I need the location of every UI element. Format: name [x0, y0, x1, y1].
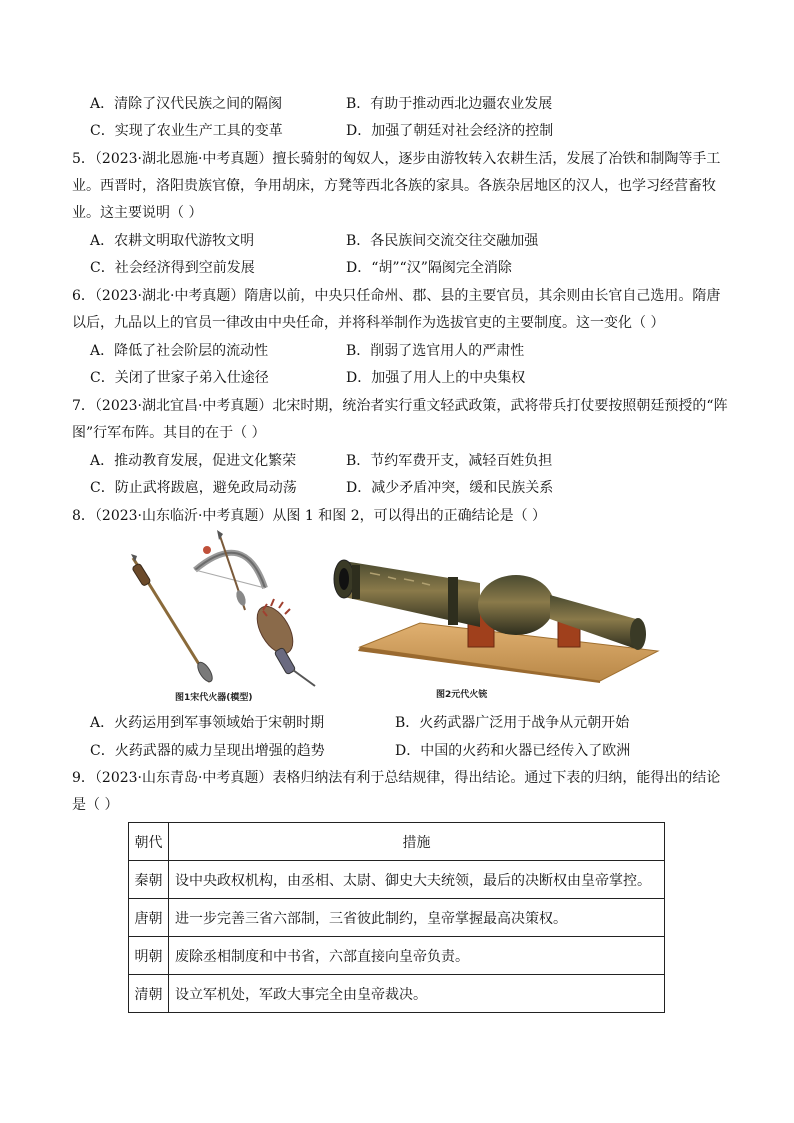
fire-arrow-icon — [131, 554, 215, 684]
q5-option-a[interactable]: A．农耕文明取代游牧文明 — [90, 233, 255, 249]
q6-option-b[interactable]: B．削弱了选官用人的严肃性 — [346, 343, 525, 359]
table-header-row — [129, 823, 665, 861]
q5-option-b[interactable]: B．各民族间交流交往交融加强 — [346, 233, 539, 249]
figure-2-caption: 图2元代火铳 — [436, 690, 488, 700]
table-cell-dynasty: 明朝 — [129, 937, 169, 975]
table-cell-measure: 进一步完善三省六部制，三省彼此制约，皇帝掌握最高决策权。 — [169, 899, 665, 937]
table-cell-dynasty: 唐朝 — [129, 899, 169, 937]
table-row — [129, 899, 665, 937]
figure-2-yuan-cannon — [330, 535, 660, 683]
q8-option-d[interactable]: D．中国的火药和火器已经传入了欧洲 — [395, 743, 631, 759]
q9-stem-line-1: 9．（2023·山东青岛·中考真题）表格归纳法有利于总结规律，得出结论。通过下表的归纳，能得出的结论 — [72, 770, 721, 786]
dynasty-measures-table — [128, 822, 665, 1013]
table-cell-measure: 设立军机处，军政大事完全由皇帝裁决。 — [169, 975, 665, 1013]
table-row — [129, 937, 665, 975]
q7-option-d[interactable]: D．减少矛盾冲突，缓和民族关系 — [346, 480, 554, 496]
figure-1-song-firearms — [125, 530, 320, 688]
q9-stem-line-2: 是（ ） — [72, 797, 119, 813]
q7-option-a[interactable]: A．推动教育发展，促进文化繁荣 — [90, 453, 297, 469]
q4-option-c[interactable]: C．实现了农业生产工具的变革 — [90, 123, 283, 139]
q7-option-b[interactable]: B．节约军费开支，减轻百姓负担 — [346, 453, 553, 469]
q4-option-b[interactable]: B．有助于推动西北边疆农业发展 — [346, 96, 553, 112]
q6-option-c[interactable]: C．关闭了世家子弟入仕途径 — [90, 370, 269, 386]
q6-option-a[interactable]: A．降低了社会阶层的流动性 — [90, 343, 269, 359]
figure-1-caption: 图1宋代火器(模型) — [175, 693, 253, 703]
q4-option-d[interactable]: D．加强了朝廷对社会经济的控制 — [346, 123, 554, 139]
table-row — [129, 975, 665, 1013]
q5-option-c[interactable]: C．社会经济得到空前发展 — [90, 260, 255, 276]
q6-option-d[interactable]: D．加强了用人上的中央集权 — [346, 370, 526, 386]
bow-icon — [195, 530, 265, 610]
q5-stem-line-3: 业。这主要说明（ ） — [72, 205, 203, 221]
table-cell-dynasty: 秦朝 — [129, 861, 169, 899]
table-cell-dynasty: 清朝 — [129, 975, 169, 1013]
q8-stem-line-1: 8．（2023·山东临沂·中考真题）从图 1 和图 2，可以得出的正确结论是（ ） — [72, 508, 547, 524]
table-cell-measure: 废除丞相制度和中书省，六部直接向皇帝负责。 — [169, 937, 665, 975]
q6-stem-line-1: 6．（2023·湖北·中考真题）隋唐以前，中央只任命州、郡、县的主要官员，其余则由长官自己选用。隋唐 — [72, 288, 721, 304]
q5-stem-line-2: 业。西晋时，洛阳贵族官僚，争用胡床，方凳等西北各族的家具。各族杂居地区的汉人，也学习经营畜牧 — [72, 178, 716, 194]
q6-stem-line-2: 以后，九品以上的官员一律改由中央任命，并将科举制作为选拔官吏的主要制度。这一变化（ ） — [72, 315, 665, 331]
q8-option-a[interactable]: A．火药运用到军事领域始于宋朝时期 — [90, 715, 325, 731]
q7-stem-line-1: 7．（2023·湖北宜昌·中考真题）北宋时期，统治者实行重文轻武政策，武将带兵打仗要按照朝廷预授的“阵 — [72, 398, 728, 414]
q5-stem-line-1: 5．（2023·湖北恩施·中考真题）擅长骑射的匈奴人，逐步由游牧转入农耕生活，发展了冶铁和制陶等手工 — [72, 151, 721, 167]
q7-stem-line-2: 图”行军布阵。其目的在于（ ） — [72, 425, 266, 441]
q8-option-c[interactable]: C．火药武器的威力呈现出增强的趋势 — [90, 743, 325, 759]
table-cell-measure: 设中央政权机构，由丞相、太尉、御史大夫统领，最后的决断权由皇帝掌控。 — [169, 861, 665, 899]
q8-option-b[interactable]: B．火药武器广泛用于战争从元朝开始 — [395, 715, 630, 731]
q4-option-a[interactable]: A．清除了汉代民族之间的隔阂 — [90, 96, 283, 112]
table-header-measures: 措施 — [169, 823, 665, 861]
q5-option-d[interactable]: D．“胡”“汉”隔阂完全消除 — [346, 260, 512, 276]
table-row — [129, 861, 665, 899]
table-header-dynasty: 朝代 — [129, 823, 169, 861]
q7-option-c[interactable]: C．防止武将跋扈，避免政局动荡 — [90, 480, 297, 496]
rocket-cluster-icon — [250, 599, 315, 686]
